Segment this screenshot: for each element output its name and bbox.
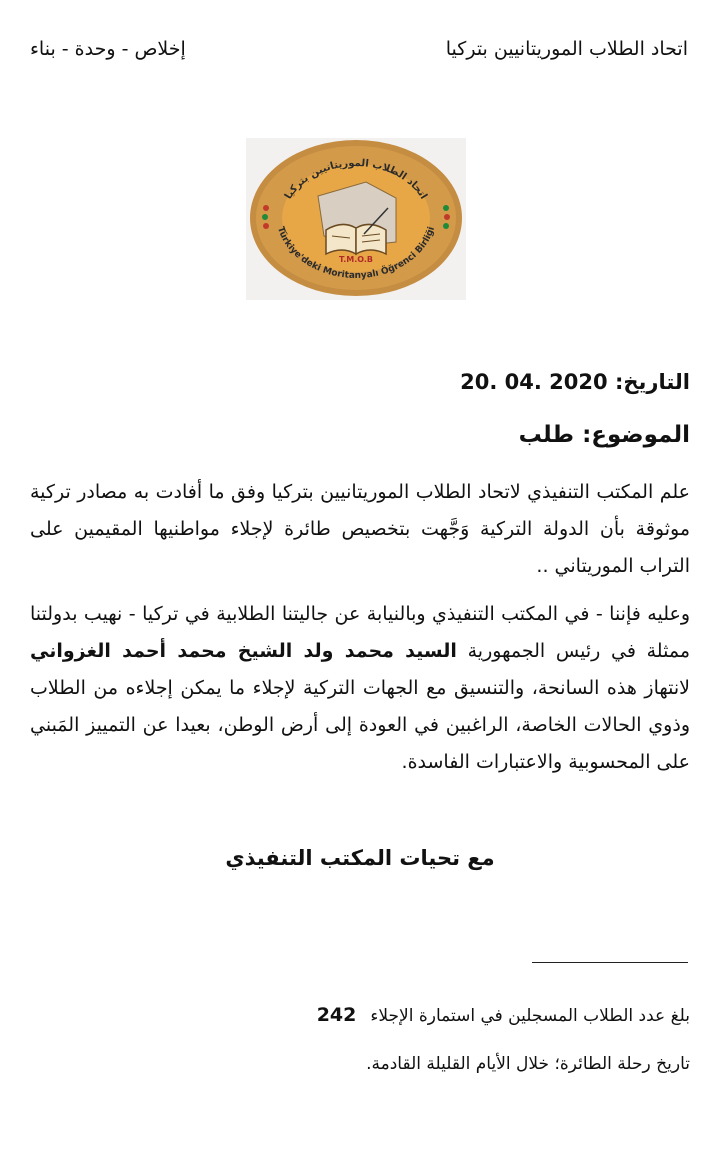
closing-greeting: مع تحيات المكتب التنفيذي (225, 846, 495, 870)
subject-label: الموضوع: (582, 422, 690, 448)
subject-line (519, 422, 690, 448)
date-line (460, 370, 690, 394)
flight-date-note: تاريخ رحلة الطائرة؛ خلال الأيام القليلة القادمة. (366, 1054, 690, 1074)
organization-name: اتحاد الطلاب الموريتانيين بتركيا (445, 38, 688, 60)
subject-value: طلب (518, 422, 575, 448)
signature-divider (532, 962, 688, 963)
registered-count: 242 (316, 1004, 357, 1026)
open-book-icon (326, 224, 386, 254)
logo-arc-text-top: اتحاد الطلاب الموريتانيين بتركيا (283, 157, 429, 202)
paragraph-request-part2: لانتهاز هذه السانحة، والتنسيق مع الجهات التركية لإجلاء ما يمكن إجلاءه من الطلاب وذوي الحالات الخاصة، الراغبين في العودة إلى أرض الوطن، بعيدا عن التمييز المَبني على المحسوبية والاعتبارات الفاسدة. (30, 677, 690, 773)
date-value: 20. 04. 2020 (460, 370, 608, 394)
registered-label: بلغ عدد الطلاب المسجلين في استمارة الإجلاء (370, 1006, 690, 1026)
paragraph-request-part1: وعليه فإننا - في المكتب التنفيذي وبالنيابة عن جاليتنا الطلابية في تركيا - نهيب بدولتنا ممثلة في رئيس الجمهورية (30, 603, 690, 662)
paragraph-intro: علم المكتب التنفيذي لاتحاد الطلاب الموريتانيين بتركيا وفق ما أفادت به مصادر تركية موثوقة بأن الدولة التركية وَجَّهت بتخصيص طائرة لإجلاء مواطنيها المقيمين على التراب الموريتاني .. (30, 481, 690, 577)
organization-logo (246, 138, 466, 300)
paragraph-request (30, 596, 690, 781)
motto: إخلاص - وحدة - بناء (30, 38, 186, 60)
logo-abbreviation: T.M.O.B (338, 255, 374, 264)
registered-count-note (317, 1004, 690, 1026)
president-name: السيد محمد ولد الشيخ محمد أحمد الغزواني (30, 640, 457, 662)
date-label: التاريخ: (614, 370, 690, 394)
logo-arc-text-bottom: Türkiye'deki Moritanyalı Öğrenci Birliği (274, 225, 438, 282)
